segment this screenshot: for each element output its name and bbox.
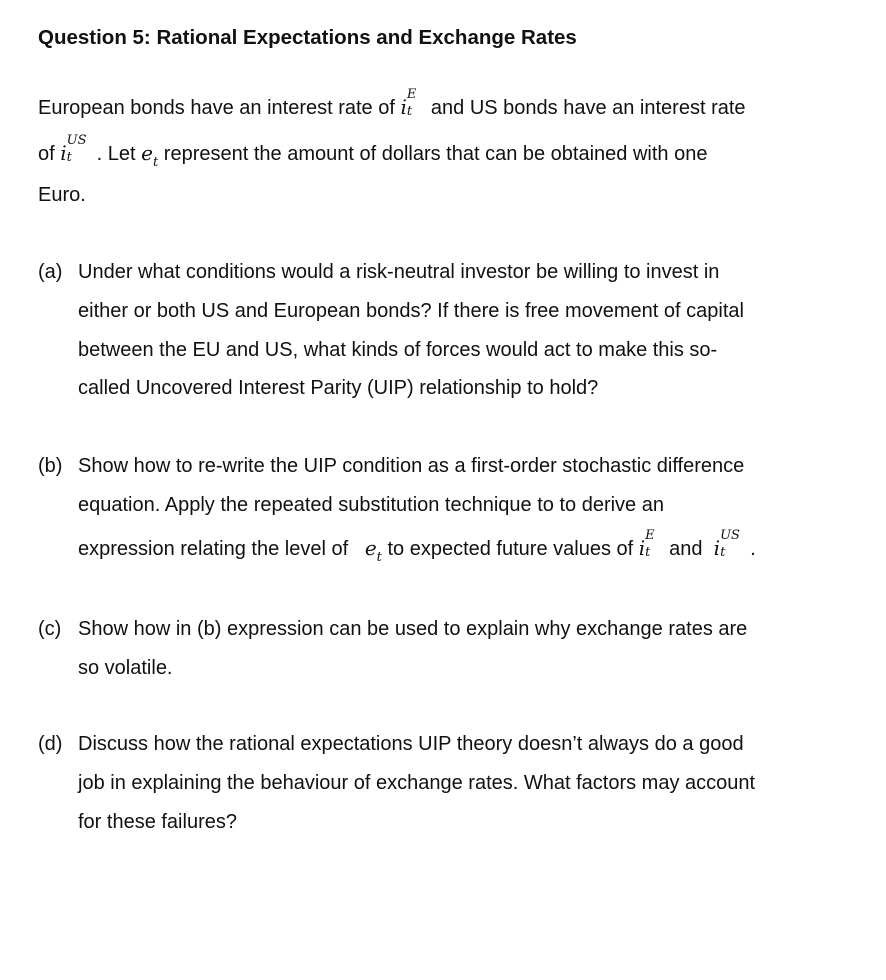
part-b-text: . <box>750 538 756 560</box>
part-c-label: (c) <box>38 618 62 640</box>
part-b-text: and <box>669 538 703 560</box>
intro-line-2 <box>38 133 708 170</box>
part-a-line: called Uncovered Interest Parity (UIP) relationship to hold? <box>78 377 599 399</box>
intro-line-1 <box>38 87 746 120</box>
intro-text: of <box>38 143 55 165</box>
part-b-text: to expected future values of <box>387 538 634 560</box>
part-b-line-3 <box>78 528 756 565</box>
math-i-t-E: i E t <box>638 528 655 560</box>
part-d-line: Discuss how the rational expectations UIP theory doesn’t always do a good <box>78 733 744 755</box>
part-a-label: (a) <box>38 261 63 283</box>
part-a-line: either or both US and European bonds? If there is free movement of capital <box>78 300 744 322</box>
part-b-label: (b) <box>38 455 63 477</box>
part-b-line: Show how to re-write the UIP condition as a first-order stochastic difference <box>78 455 745 477</box>
intro-text: and US bonds have an interest rate <box>430 97 746 119</box>
part-c-line: Show how in (b) expression can be used to explain why exchange rates are <box>78 618 748 640</box>
part-d-line: for these failures? <box>78 811 237 833</box>
math-i-t-E: i E t <box>400 87 417 119</box>
question-title: Question 5: Rational Expectations and Exchange Rates <box>38 26 577 49</box>
math-e-t: $e_t$ <box>364 536 382 565</box>
intro-text: European bonds have an interest rate of <box>38 97 395 119</box>
intro-line-3: Euro. <box>38 184 86 206</box>
part-b-line: equation. Apply the repeated substitution technique to to derive an <box>78 494 664 516</box>
part-b-text: expression relating the level of <box>78 538 349 560</box>
intro-text: . Let <box>96 143 136 165</box>
math-e-t: $e_t$ <box>141 141 159 170</box>
part-d-label: (d) <box>38 733 63 755</box>
part-a-line: between the EU and US, what kinds of forces would act to make this so- <box>78 339 718 361</box>
part-c-line: so volatile. <box>78 657 173 679</box>
math-i-t-US: i US t <box>60 133 87 165</box>
part-a-line: Under what conditions would a risk-neutral investor be willing to invest in <box>78 261 720 283</box>
part-d-line: job in explaining the behaviour of exchange rates. What factors may account <box>78 772 756 794</box>
intro-text: represent the amount of dollars that can be obtained with one <box>163 143 708 165</box>
math-i-t-US: i US t <box>713 528 740 560</box>
